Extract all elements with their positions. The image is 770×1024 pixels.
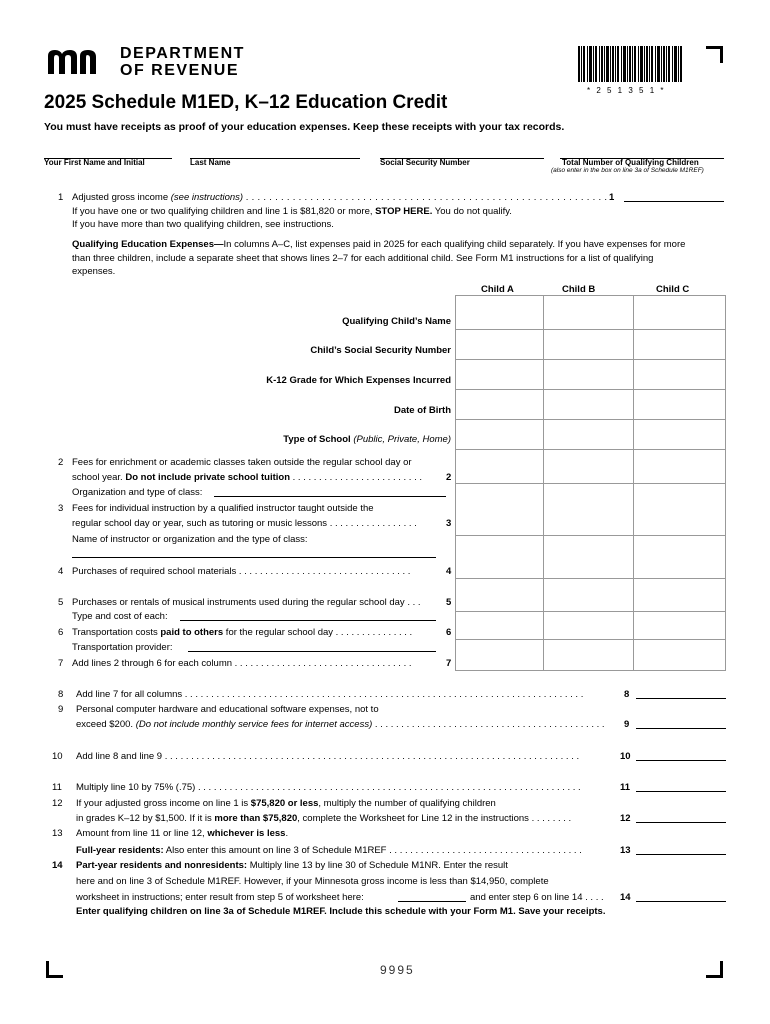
line-5-text-main: Purchases or rentals of musical instruments used during the regular school day xyxy=(72,597,405,608)
line-8-number: 8 xyxy=(58,689,64,700)
line-3-text2-main: regular school day or year, such as tutoring or music lessons xyxy=(72,518,328,529)
line-12-t2-bold: more than $75,820 xyxy=(214,813,298,824)
line-13-t2-post: Also enter this amount on line 3 of Schedule M1REF xyxy=(163,845,387,856)
corner-mark-top-right xyxy=(706,46,723,63)
line-10-dots: . . . . . . . . . . . . . . . . . . . . . . . . . . . . . . . . . . . . . . . . . . . . . . . . . . . . . . . . . . . . . . . . . . . . . . . . . . . . . . . xyxy=(164,751,580,762)
grid-hline-11 xyxy=(455,670,726,671)
footer-instruction: Enter qualifying children on line 3a of Schedule M1REF. Include this schedule with your Form M1. Save your receipts. xyxy=(76,906,606,917)
line-2-text2-pre: school year. xyxy=(72,472,126,483)
line-14-step5-field[interactable] xyxy=(398,901,466,902)
line-14-text3a: worksheet in instructions; enter result from step 5 of worksheet here: xyxy=(76,892,364,903)
grid-hline-9 xyxy=(455,611,726,612)
line-13-number: 13 xyxy=(52,828,63,839)
line-10-amount-field[interactable] xyxy=(636,760,726,761)
line-3-instructor-field[interactable] xyxy=(72,557,436,558)
line-4-box-label: 4 xyxy=(446,566,452,577)
line-1-sub1 xyxy=(72,206,512,218)
line-12-box-label: 12 xyxy=(620,813,631,824)
line-13-box-label: 13 xyxy=(620,845,631,856)
row-label-grade: K-12 Grade for Which Expenses Incurred xyxy=(266,375,451,386)
line-2-text3: Organization and type of class: xyxy=(72,487,203,498)
line-5-number: 5 xyxy=(58,597,64,608)
qualifying-para-line2: than three children, include a separate sheet that shows lines 2–7 for each additional child. See Form M1 instructions for a list of qualifying xyxy=(72,253,654,264)
page-title: 2025 Schedule M1ED, K–12 Education Credit xyxy=(44,92,448,113)
grid-hline-6 xyxy=(455,483,726,484)
school-type-label: Type of School xyxy=(283,434,351,445)
line-6-text2: Transportation provider: xyxy=(72,642,173,653)
mn-logo xyxy=(46,46,116,76)
column-header-child-c: Child C xyxy=(656,284,690,295)
line-5-text2: Type and cost of each: xyxy=(72,611,168,622)
line-7-text-main: Add lines 2 through 6 for each column xyxy=(72,658,233,669)
line-8-text-main: Add line 7 for all columns xyxy=(76,689,183,700)
line-9-box-label: 9 xyxy=(624,719,630,730)
line-9-number: 9 xyxy=(58,704,64,715)
line-11-number: 11 xyxy=(52,782,62,793)
grid-hline-3 xyxy=(455,389,726,390)
line-1-sub2: If you have more than two qualifying children, see instructions. xyxy=(72,219,334,230)
line-1-note: (see instructions) xyxy=(170,192,244,203)
row-label-child-ssn: Child’s Social Security Number xyxy=(310,345,451,356)
grid-hline-7 xyxy=(455,535,726,536)
dept-name-line1: DEPARTMENT xyxy=(120,45,245,62)
line-2-text1: Fees for enrichment or academic classes taken outside the regular school day or xyxy=(72,457,412,468)
column-header-child-b: Child B xyxy=(562,284,596,295)
line-6-text-post: for the regular school day xyxy=(223,627,334,638)
line-4-dots: . . . . . . . . . . . . . . . . . . . . . . . . . . . . . . . . . xyxy=(238,566,411,577)
line-14-t1-bold: Part-year residents and nonresidents: xyxy=(76,860,248,871)
last-name-label: Last Name xyxy=(190,158,231,167)
line-14-t1-post: Multiply line 13 by line 30 of Schedule M1NR. Enter the result xyxy=(247,860,508,871)
line-14-box-label: 14 xyxy=(620,892,631,903)
line-11-dots: . . . . . . . . . . . . . . . . . . . . . . . . . . . . . . . . . . . . . . . . . . . . . . . . . . . . . . . . . . . . . . . . . . . . . . . . . xyxy=(197,782,581,793)
line-12-text2 xyxy=(76,813,571,825)
line-3-box-label: 3 xyxy=(446,518,452,529)
line-12-text1 xyxy=(76,798,496,810)
line-6-number: 6 xyxy=(58,627,64,638)
grid-hline-2 xyxy=(455,359,726,360)
line-3-text2 xyxy=(72,518,417,530)
line-5-type-field[interactable] xyxy=(180,620,436,621)
line-12-t1-bold: $75,820 or less xyxy=(250,798,319,809)
expense-grid xyxy=(455,295,726,671)
line-1-box-label: 1 xyxy=(609,192,615,203)
line-2-org-field[interactable] xyxy=(214,496,446,497)
line-10-text-main: Add line 8 and line 9 xyxy=(76,751,163,762)
line-5-dots: . . . xyxy=(407,597,421,608)
line-4-text-main: Purchases of required school materials xyxy=(72,566,237,577)
line-9-text2-main: exceed $200. xyxy=(76,719,134,730)
line-13-t1-post: . xyxy=(285,828,289,839)
line-4-text xyxy=(72,566,410,578)
grid-hline-5 xyxy=(455,449,726,450)
line-13-t1-bold: whichever is less xyxy=(207,828,286,839)
line-1-amount-field[interactable] xyxy=(624,201,724,202)
line-9-text2 xyxy=(76,719,605,731)
line-13-t2-bold: Full-year residents: xyxy=(76,845,164,856)
line-4-number: 4 xyxy=(58,566,64,577)
ssn-label: Social Security Number xyxy=(380,158,470,167)
line-1-sub1-pre: If you have one or two qualifying children and line 1 is $81,820 or more, xyxy=(72,206,376,217)
line-1-text: Adjusted gross income xyxy=(72,192,169,203)
line-6-text xyxy=(72,627,412,639)
dept-name-line2: OF REVENUE xyxy=(120,62,240,79)
first-name-label: Your First Name and Initial xyxy=(44,158,145,167)
line-12-t1-pre: If your adjusted gross income on line 1 is xyxy=(76,798,251,809)
line-7-number: 7 xyxy=(58,658,64,669)
line-8-box-label: 8 xyxy=(624,689,630,700)
line-2-text2-bold: Do not include private school tuition xyxy=(125,472,291,483)
line-3-text1: Fees for individual instruction by a qualified instructor taught outside the xyxy=(72,503,374,514)
line-5-text xyxy=(72,597,421,609)
line-12-dots: . . . . . . . . xyxy=(531,813,572,824)
line-1-sub1-post: You do not qualify. xyxy=(432,206,512,217)
qualifying-para-line1 xyxy=(72,239,685,251)
line-5-box-label: 5 xyxy=(446,597,452,608)
line-1-label xyxy=(72,192,607,204)
line-3-dots: . . . . . . . . . . . . . . . . . xyxy=(329,518,417,529)
line-8-text xyxy=(76,689,583,701)
line-13-text2 xyxy=(76,845,582,857)
page-subtitle: You must have receipts as proof of your education expenses. Keep these receipts with your tax records. xyxy=(44,121,565,133)
line-7-box-label: 7 xyxy=(446,658,452,669)
line-10-number: 10 xyxy=(52,751,63,762)
line-8-amount-field[interactable] xyxy=(636,698,726,699)
line-12-t2-pre: in grades K–12 by $1,500. If it is xyxy=(76,813,215,824)
line-6-text-pre: Transportation costs xyxy=(72,627,161,638)
column-header-child-a: Child A xyxy=(481,284,514,295)
line-6-text-bold: paid to others xyxy=(160,627,224,638)
line-11-amount-field[interactable] xyxy=(636,791,726,792)
qualifying-para-line3: expenses. xyxy=(72,266,116,277)
qualifying-text1: In columns A–C, list expenses paid in 2025 for each qualifying child separately. If you have expenses for more xyxy=(223,239,686,250)
line-13-dots: . . . . . . . . . . . . . . . . . . . . . . . . . . . . . . . . . . . . . xyxy=(389,845,582,856)
line-2-text2 xyxy=(72,472,422,484)
total-children-note: (also enter in the box on line 3a of Schedule M1REF) xyxy=(551,167,704,174)
line-14-t3b-main: and enter step 6 on line 14 xyxy=(470,892,583,903)
line-11-text-main: Multiply line 10 by 75% (.75) xyxy=(76,782,196,793)
grid-hline-8 xyxy=(455,578,726,579)
line-9-text1: Personal computer hardware and educational software expenses, not to xyxy=(76,704,379,715)
line-11-box-label: 11 xyxy=(620,782,631,793)
line-2-dots: . . . . . . . . . . . . . . . . . . . . . . . . . xyxy=(292,472,422,483)
qualifying-heading: Qualifying Education Expenses— xyxy=(72,239,224,250)
line-1-dots: . . . . . . . . . . . . . . . . . . . . . . . . . . . . . . . . . . . . . . . . . . . . . . . . . . . . . . . . . . . . . . xyxy=(245,192,608,203)
grid-hline-0 xyxy=(455,295,726,296)
row-label-child-name: Qualifying Child’s Name xyxy=(342,316,451,327)
grid-hline-10 xyxy=(455,639,726,640)
line-13-amount-field[interactable] xyxy=(636,854,726,855)
line-7-dots: . . . . . . . . . . . . . . . . . . . . . . . . . . . . . . . . . . xyxy=(234,658,412,669)
grid-hline-4 xyxy=(455,419,726,420)
line-9-dots: . . . . . . . . . . . . . . . . . . . . . . . . . . . . . . . . . . . . . . . . . . . . xyxy=(374,719,605,730)
line-10-box-label: 10 xyxy=(620,751,631,762)
barcode xyxy=(578,46,684,84)
line-6-dots: . . . . . . . . . . . . . . . xyxy=(335,627,413,638)
barcode-icon xyxy=(578,46,684,84)
line-8-dots: . . . . . . . . . . . . . . . . . . . . . . . . . . . . . . . . . . . . . . . . . . . . . . . . . . . . . . . . . . . . . . . . . . . . . . . . . . . . xyxy=(184,689,584,700)
line-7-text xyxy=(72,658,412,670)
line-14-number: 14 xyxy=(52,860,63,871)
line-12-number: 12 xyxy=(52,798,63,809)
corner-mark-bottom-left xyxy=(46,961,63,978)
line-2-number: 2 xyxy=(58,457,64,468)
line-12-amount-field[interactable] xyxy=(636,822,726,823)
row-label-school-type xyxy=(283,434,451,446)
line-3-number: 3 xyxy=(58,503,64,514)
corner-mark-bottom-right xyxy=(706,961,723,978)
line-12-t2-post: , complete the Worksheet for Line 12 in the instructions xyxy=(297,813,529,824)
line-11-text xyxy=(76,782,581,794)
line-9-amount-field[interactable] xyxy=(636,728,726,729)
line-14-dots: . . . . xyxy=(585,892,604,903)
line-1-number: 1 xyxy=(58,192,64,203)
line-3-text3: Name of instructor or organization and the type of class: xyxy=(72,534,308,545)
line-12-t1-post: , multiply the number of qualifying children xyxy=(318,798,496,809)
mn-logo-icon xyxy=(46,46,116,76)
line-1-sub1-bold: STOP HERE. xyxy=(375,206,433,217)
line-13-text1 xyxy=(76,828,288,840)
grid-hline-1 xyxy=(455,329,726,330)
line-14-text1 xyxy=(76,860,508,872)
total-children-label: Total Number of Qualifying Children xyxy=(562,158,699,167)
line-6-box-label: 6 xyxy=(446,627,452,638)
line-14-amount-field[interactable] xyxy=(636,901,726,902)
barcode-number: * 2 5 1 3 5 1 * xyxy=(587,86,666,95)
page-code: 9995 xyxy=(380,963,415,977)
line-14-text3b xyxy=(470,892,604,904)
school-type-note: (Public, Private, Home) xyxy=(353,434,451,445)
line-2-box-label: 2 xyxy=(446,472,452,483)
line-10-text xyxy=(76,751,579,763)
line-13-t1-pre: Amount from line 11 or line 12, xyxy=(76,828,208,839)
line-6-provider-field[interactable] xyxy=(188,651,436,652)
line-14-text2: here and on line 3 of Schedule M1REF. However, if your Minnesota gross income is less than $14,950, complete xyxy=(76,876,549,887)
line-9-note: (Do not include monthly service fees for internet access) xyxy=(135,719,373,730)
row-label-dob: Date of Birth xyxy=(394,405,451,416)
